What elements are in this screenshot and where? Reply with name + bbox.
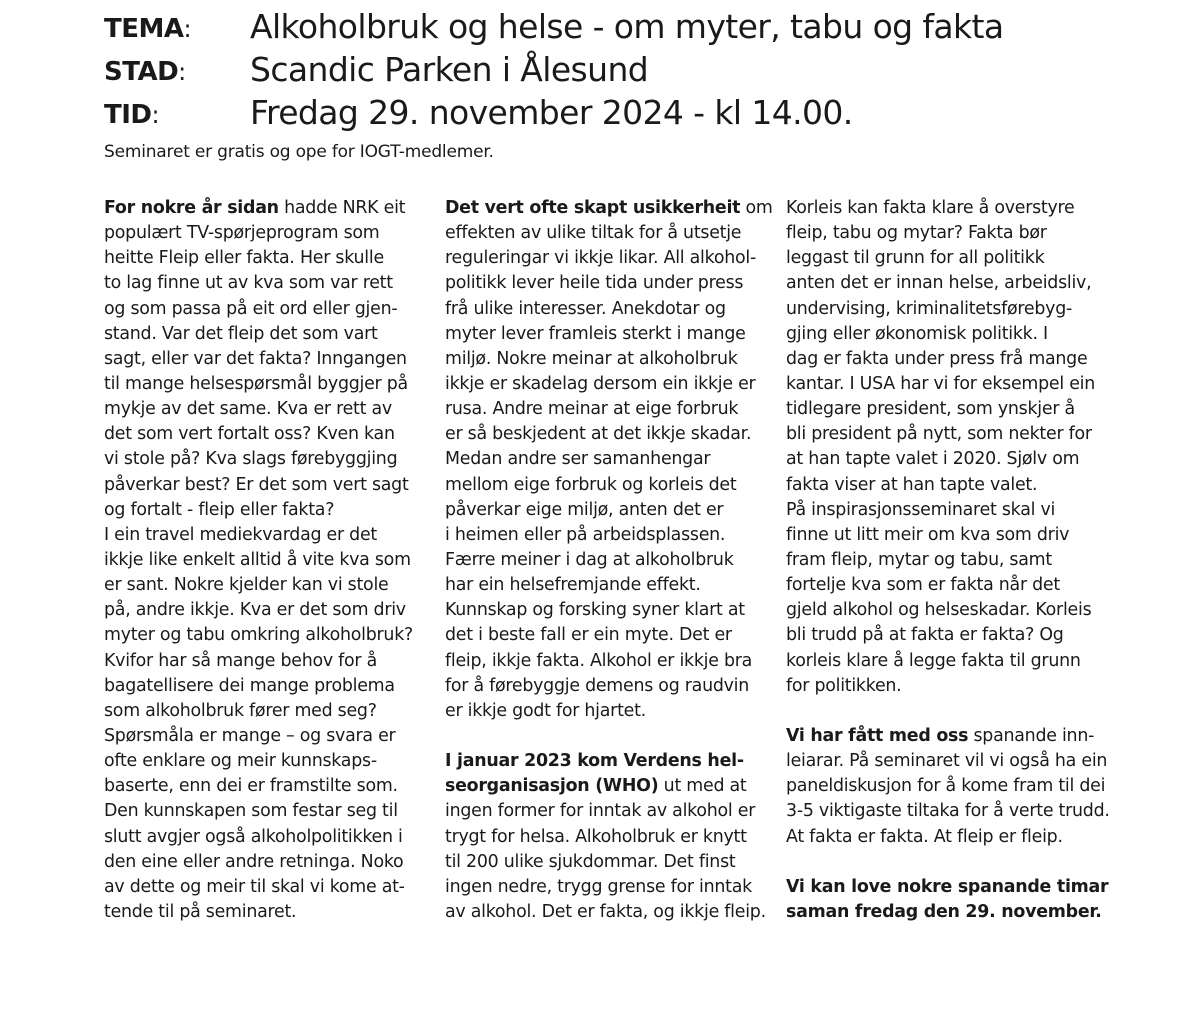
text-line	[445, 196, 773, 221]
text-line	[786, 196, 1104, 221]
text-line	[104, 422, 422, 447]
line-text: ingen former for inntak av alkohol er	[445, 801, 756, 822]
text-line	[445, 322, 763, 347]
text-line	[445, 271, 763, 296]
line-text: Den kunnskapen som festar seg til	[104, 801, 398, 822]
text-line	[104, 196, 422, 221]
line-text: ikkje like enkelt alltid å vite kva som	[104, 549, 411, 570]
line-text: Medan andre ser samanhengar	[445, 449, 711, 470]
line-text: slutt avgjer også alkoholpolitikken i	[104, 826, 403, 847]
line-text: kantar. I USA har vi for eksempel ein	[786, 373, 1096, 394]
text-line	[104, 774, 422, 799]
line-text: fram fleip, mytar og tabu, samt	[786, 549, 1052, 570]
text-line	[445, 447, 763, 472]
text-line	[786, 900, 1104, 925]
line-text: gjing eller økonomisk politikk. I	[786, 323, 1048, 344]
text-line	[104, 523, 422, 548]
line-text: bli trudd på at fakta er fakta? Og	[786, 625, 1064, 646]
bold-lead: For nokre år sidan	[104, 198, 279, 218]
line-text: er sant. Nokre kjelder kan vi stole	[104, 575, 389, 596]
line-text: mellom eige forbruk og korleis det	[445, 474, 737, 495]
line-text: effekten av ulike tiltak for å utsetje	[445, 223, 742, 244]
line-text: på, andre ikkje. Kva er det som driv	[104, 600, 406, 621]
bold-lead: Vi har fått med oss	[786, 725, 969, 746]
text-line	[104, 674, 422, 699]
text-line	[786, 297, 1104, 322]
text-line	[786, 573, 1104, 598]
seminar-note: Seminaret er gratis og ope for IOGT-medlemer.	[104, 142, 494, 162]
line-text: politikk lever heile tida under press	[445, 273, 744, 294]
text-line	[104, 724, 422, 749]
text-line	[445, 799, 763, 824]
line-text: påverkar best? Er det som vert sagt	[104, 474, 409, 495]
text-line	[445, 397, 763, 422]
line-text: 3-5 viktigaste tiltaka for å verte trudd.	[786, 801, 1110, 822]
text-line	[104, 598, 422, 623]
line-text: til mange helsespørsmål byggjer på	[104, 373, 408, 394]
line-text: Spørsmåla er mange – og svara er	[104, 725, 396, 746]
bold-lead: seorganisasjon (WHO)	[445, 776, 659, 797]
text-line	[786, 322, 1104, 347]
header-row-stad	[104, 47, 1164, 91]
text-line	[445, 699, 763, 724]
text-line	[104, 573, 422, 598]
text-line	[786, 397, 1104, 422]
line-text: den eine eller andre retninga. Noko	[104, 851, 404, 872]
text-line	[786, 447, 1104, 472]
line-text: Korleis kan fakta klare å overstyre	[786, 198, 1075, 218]
text-line	[445, 825, 763, 850]
line-text: det i beste fall er ein myte. Det er	[445, 625, 732, 646]
line-text: i heimen eller på arbeidsplassen.	[445, 524, 726, 545]
text-line	[445, 473, 763, 498]
text-line	[104, 271, 422, 296]
line-text: og som passa på eit ord eller gjen-	[104, 298, 398, 319]
line-text: baserte, enn dei er framstilte som.	[104, 776, 398, 797]
tid-label: TID:	[104, 100, 160, 130]
line-text: er ikkje godt for hjartet.	[445, 700, 646, 721]
line-text: det som vert fortalt oss? Kven kan	[104, 424, 395, 445]
text-line	[786, 598, 1104, 623]
line-text: hadde NRK eit	[278, 198, 406, 218]
line-text: bli president på nytt, som nekter for	[786, 424, 1092, 445]
text-line	[104, 397, 422, 422]
text-line	[786, 774, 1104, 799]
text-line	[104, 498, 422, 523]
line-text: av dette og meir til skal vi kome at-	[104, 876, 405, 897]
line-text: anten det er innan helse, arbeidsliv,	[786, 273, 1092, 294]
paragraph-gap	[445, 724, 763, 749]
text-line	[445, 774, 763, 799]
line-text: undervising, kriminalitetsførebyg-	[786, 298, 1073, 319]
line-text: som alkoholbruk fører med seg?	[104, 700, 377, 721]
stad-label: STAD:	[104, 57, 186, 87]
line-text: bagatellisere dei mange problema	[104, 675, 395, 696]
text-line	[445, 573, 763, 598]
line-text: for politikken.	[786, 675, 902, 696]
line-text: heitte Fleip eller fakta. Her skulle	[104, 248, 384, 269]
text-column-3	[786, 196, 1110, 925]
text-line	[786, 271, 1104, 296]
text-line	[445, 246, 763, 271]
line-text: ikkje er skadelag dersom ein ikkje er	[445, 373, 756, 394]
text-line	[104, 799, 422, 824]
text-line	[104, 322, 422, 347]
line-text: reguleringar vi ikkje likar. All alkohol-	[445, 248, 756, 269]
text-column-2	[445, 196, 773, 925]
line-text: fakta viser at han tapte valet.	[786, 474, 1038, 495]
line-text: spanande inn-	[968, 725, 1095, 746]
line-text: I ein travel mediekvardag er det	[104, 524, 377, 545]
tema-value: Alkoholbruk og helse - om myter, tabu og fakta	[250, 7, 1004, 46]
text-line	[786, 372, 1104, 397]
text-line	[445, 850, 763, 875]
line-text: Færre meiner i dag at alkoholbruk	[445, 549, 734, 570]
tid-value: Fredag 29. november 2024 - kl 14.00.	[250, 93, 853, 132]
text-line	[445, 422, 763, 447]
text-line	[104, 825, 422, 850]
line-text: ofte enklare og meir kunnskaps-	[104, 751, 377, 772]
text-line	[445, 372, 763, 397]
text-line	[445, 623, 763, 648]
line-text: fortelje kva som er fakta når det	[786, 575, 1060, 596]
bold-lead: Vi kan love nokre spanande timar	[786, 876, 1109, 897]
line-text: ingen nedre, trygg grense for inntak	[445, 876, 752, 897]
line-text: av alkohol. Det er fakta, og ikkje fleip.	[445, 901, 766, 922]
text-line	[786, 674, 1104, 699]
text-line	[445, 498, 763, 523]
text-line	[445, 875, 763, 900]
text-line	[786, 548, 1104, 573]
line-text: trygt for helsa. Alkoholbruk er knytt	[445, 826, 747, 847]
text-line	[104, 372, 422, 397]
bold-lead: Det vert ofte skapt usikkerheit	[445, 198, 741, 218]
text-line	[104, 850, 422, 875]
line-text: paneldiskusjon for å kome fram til dei	[786, 776, 1106, 797]
text-line	[104, 297, 422, 322]
text-line	[445, 674, 763, 699]
line-text: tende til på seminaret.	[104, 901, 297, 922]
line-text: til 200 ulike sjukdommar. Det finst	[445, 851, 736, 872]
text-line	[104, 900, 422, 925]
text-line	[786, 498, 1104, 523]
line-text: har ein helsefremjande effekt.	[445, 575, 701, 596]
text-line	[445, 548, 763, 573]
text-line	[786, 623, 1104, 648]
line-text: Kvifor har så mange behov for å	[104, 650, 378, 671]
line-text: leggast til grunn for all politikk	[786, 248, 1045, 269]
text-line	[786, 749, 1108, 774]
paragraph-gap	[786, 699, 1104, 724]
stad-value: Scandic Parken i Ålesund	[250, 50, 649, 89]
text-line	[786, 221, 1104, 246]
line-text: Kunnskap og forsking syner klart at	[445, 600, 745, 621]
text-line	[445, 221, 763, 246]
line-text: to lag finne ut av kva som var rett	[104, 273, 393, 294]
text-line	[104, 749, 422, 774]
line-text: at han tapte valet i 2020. Sjølv om	[786, 449, 1080, 470]
line-text: miljø. Nokre meinar at alkoholbruk	[445, 348, 738, 369]
text-line	[786, 422, 1104, 447]
line-text: fleip, tabu og mytar? Fakta bør	[786, 223, 1047, 244]
text-line	[786, 246, 1104, 271]
line-text: leiarar. På seminaret vil vi også ha ein	[786, 751, 1108, 772]
bold-lead: I januar 2023 kom Verdens hel-	[445, 751, 744, 772]
text-line	[445, 598, 763, 623]
paragraph-gap	[786, 850, 1104, 875]
text-line	[104, 875, 422, 900]
text-line	[786, 875, 1109, 900]
text-line	[786, 825, 1104, 850]
line-text: At fakta er fakta. At fleip er fleip.	[786, 826, 1063, 847]
line-text: populært TV-spørjeprogram som	[104, 223, 380, 244]
line-text: finne ut litt meir om kva som driv	[786, 524, 1070, 545]
bold-lead: saman fredag den 29. november.	[786, 901, 1102, 922]
text-line	[104, 473, 422, 498]
line-text: og fortalt - fleip eller fakta?	[104, 499, 335, 520]
line-text: korleis klare å legge fakta til grunn	[786, 650, 1081, 671]
text-line	[445, 347, 763, 372]
line-text: rusa. Andre meinar at eige forbruk	[445, 399, 739, 420]
line-text: stand. Var det fleip det som vart	[104, 323, 378, 344]
line-text: dag er fakta under press frå mange	[786, 348, 1088, 369]
text-line	[104, 347, 422, 372]
text-line	[104, 246, 422, 271]
text-line	[104, 221, 422, 246]
line-text: påverkar eige miljø, anten det er	[445, 499, 724, 520]
line-text: På inspirasjonsseminaret skal vi	[786, 499, 1056, 520]
line-text: er så beskjedent at det ikkje skadar.	[445, 424, 752, 445]
line-text: frå ulike interesser. Anekdotar og	[445, 298, 726, 319]
text-line	[104, 447, 422, 472]
text-line	[445, 749, 763, 774]
text-line	[104, 699, 422, 724]
line-text: sagt, eller var det fakta? Inngangen	[104, 348, 407, 369]
line-text: for å førebyggje demens og raudvin	[445, 675, 750, 696]
text-line	[786, 724, 1104, 749]
line-text: gjeld alkohol og helseskadar. Korleis	[786, 600, 1092, 621]
text-line	[104, 649, 422, 674]
line-text: myter lever framleis sterkt i mange	[445, 323, 746, 344]
text-line	[104, 623, 422, 648]
text-line	[445, 523, 763, 548]
line-text: vi stole på? Kva slags førebyggjing	[104, 449, 398, 470]
line-text: tidlegare president, som ynskjer å	[786, 399, 1075, 420]
text-line	[786, 473, 1104, 498]
text-line	[445, 900, 766, 925]
text-line	[786, 523, 1104, 548]
header-row-tid	[104, 90, 1164, 134]
text-line	[786, 347, 1104, 372]
text-line	[786, 649, 1104, 674]
line-text: fleip, ikkje fakta. Alkohol er ikkje bra	[445, 650, 753, 671]
header-row-tema	[104, 4, 1164, 48]
line-text: mykje av det same. Kva er rett av	[104, 399, 392, 420]
line-text: myter og tabu omkring alkoholbruk?	[104, 625, 414, 646]
line-text: om	[740, 198, 773, 218]
text-column-1	[104, 196, 422, 925]
line-text: ut med at	[658, 776, 747, 797]
text-line	[104, 548, 422, 573]
tema-label: TEMA:	[104, 14, 192, 44]
text-line	[445, 297, 763, 322]
text-line	[445, 649, 763, 674]
text-line	[786, 799, 1110, 824]
